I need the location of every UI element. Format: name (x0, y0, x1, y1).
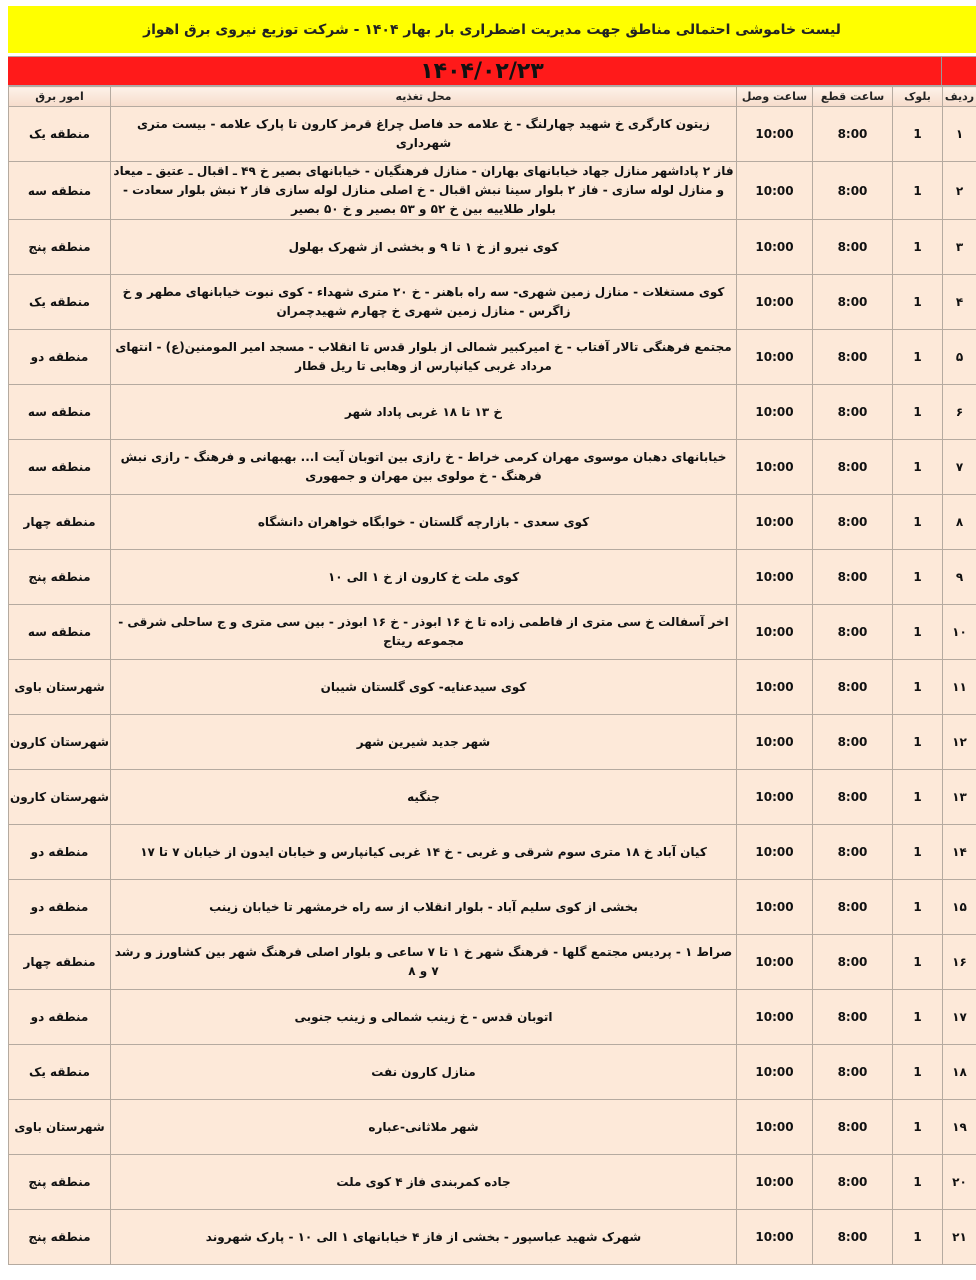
cell-connect-time: 10:00 (737, 162, 813, 220)
cell-location: اخر آسفالت خ سی متری از فاطمی زاده تا خ ۱۶ ابوذر - خ ۱۶ ابوذر - بین سی متری و ج ساحلی شرقی - مجموعه ریتاج (111, 605, 737, 660)
cell-block: 1 (893, 1100, 943, 1155)
col-header-connect: ساعت وصل (737, 87, 813, 107)
cell-block: 1 (893, 330, 943, 385)
cell-connect-time: 10:00 (737, 1045, 813, 1100)
cell-connect-time: 10:00 (737, 825, 813, 880)
cell-row-number: ۱۵ (943, 880, 976, 935)
cell-cut-time: 8:00 (813, 1155, 893, 1210)
cell-row-number: ۳ (943, 220, 976, 275)
schedule-date: ۱۴۰۴/۰۲/۲۳ (420, 58, 544, 84)
table-row (9, 550, 976, 605)
table-row (9, 825, 976, 880)
cell-office: منطقه یک (9, 1045, 111, 1100)
cell-block: 1 (893, 825, 943, 880)
table-row (9, 385, 976, 440)
outage-table (8, 86, 976, 1265)
table-row (9, 440, 976, 495)
cell-block: 1 (893, 880, 943, 935)
cell-block: 1 (893, 495, 943, 550)
cell-block: 1 (893, 107, 943, 162)
table-row (9, 770, 976, 825)
cell-row-number: ۱۲ (943, 715, 976, 770)
cell-block: 1 (893, 275, 943, 330)
cell-connect-time: 10:00 (737, 605, 813, 660)
cell-office: منطقه پنج (9, 1210, 111, 1265)
cell-location: زیتون کارگری خ شهید چهارلنگ - خ علامه حد فاصل چراغ قرمز کارون تا پارک علامه - بیست متری شهرداری (111, 107, 737, 162)
table-row (9, 330, 976, 385)
cell-connect-time: 10:00 (737, 990, 813, 1045)
table-row (9, 605, 976, 660)
cell-location: کوی ملت خ کارون از خ ۱ الی ۱۰ (111, 550, 737, 605)
cell-connect-time: 10:00 (737, 495, 813, 550)
cell-cut-time: 8:00 (813, 495, 893, 550)
cell-office: منطقه دو (9, 330, 111, 385)
cell-row-number: ۲۱ (943, 1210, 976, 1265)
cell-location: کوی مستغلات - منازل زمین شهری- سه راه باهنر - خ ۲۰ متری شهداء - کوی نبوت خیابانهای مطهر و خ زاگرس - منازل زمین شهری خ چهارم شهیدچمران (111, 275, 737, 330)
cell-office: منطقه سه (9, 162, 111, 220)
cell-connect-time: 10:00 (737, 880, 813, 935)
cell-block: 1 (893, 162, 943, 220)
cell-connect-time: 10:00 (737, 1210, 813, 1265)
cell-location: بخشی از کوی سلیم آباد - بلوار انقلاب از سه راه خرمشهر تا خیابان زینب (111, 880, 737, 935)
col-header-office: امور برق (9, 87, 111, 107)
col-header-cut: ساعت قطع (813, 87, 893, 107)
cell-location: شهر ملاثانی-عباره (111, 1100, 737, 1155)
cell-cut-time: 8:00 (813, 275, 893, 330)
cell-office: منطقه چهار (9, 935, 111, 990)
date-banner-corner (941, 57, 976, 85)
table-row (9, 1100, 976, 1155)
table-row (9, 275, 976, 330)
cell-row-number: ۴ (943, 275, 976, 330)
cell-row-number: ۱۶ (943, 935, 976, 990)
table-row (9, 935, 976, 990)
cell-location: شهرک شهید عباسپور - بخشی از فاز ۴ خیابانهای ۱ الی ۱۰ - پارک شهروند (111, 1210, 737, 1265)
cell-location: کوی سیدعنایه- کوی گلستان شیبان (111, 660, 737, 715)
cell-row-number: ۱۰ (943, 605, 976, 660)
cell-location: فاز ۲ پاداشهر منازل جهاد خیابانهای بهاران - منازل فرهنگیان - خیابانهای بصیر خ ۴۹ ـ اقبال ـ عتیق ـ میعاد و منازل لوله سازی - فاز ۲ بلوار سینا نبش اقبال - خ اصلی منازل لوله سازی فاز ۲ نبش بلوار سعادت - بلوار طلاییه بین خ ۵۲ و ۵۳ بصیر و خ ۵۰ بصیر (111, 162, 737, 220)
cell-cut-time: 8:00 (813, 825, 893, 880)
cell-row-number: ۵ (943, 330, 976, 385)
cell-cut-time: 8:00 (813, 107, 893, 162)
cell-office: منطقه سه (9, 440, 111, 495)
date-banner (8, 56, 976, 86)
cell-location: کوی نیرو از خ ۱ تا ۹ و بخشی از شهرک بهلول (111, 220, 737, 275)
cell-office: منطقه پنج (9, 1155, 111, 1210)
cell-location: خیابانهای دهبان موسوی مهران کرمی خراط - خ رازی بین اتوبان آیت ا... بهبهانی و فرهنگ - رازی نبش فرهنگ - خ مولوی بین مهران و جمهوری (111, 440, 737, 495)
cell-row-number: ۸ (943, 495, 976, 550)
table-row (9, 162, 976, 220)
cell-office: منطقه سه (9, 385, 111, 440)
cell-connect-time: 10:00 (737, 1100, 813, 1155)
table-row (9, 220, 976, 275)
table-row (9, 495, 976, 550)
cell-location: جاده کمربندی فاز ۴ کوی ملت (111, 1155, 737, 1210)
cell-connect-time: 10:00 (737, 385, 813, 440)
cell-cut-time: 8:00 (813, 990, 893, 1045)
cell-block: 1 (893, 715, 943, 770)
table-row (9, 990, 976, 1045)
cell-location: کوی سعدی - بازارچه گلستان - خوابگاه خواهران دانشگاه (111, 495, 737, 550)
cell-block: 1 (893, 550, 943, 605)
cell-office: منطقه دو (9, 880, 111, 935)
cell-location: جنگیه (111, 770, 737, 825)
cell-location: خ ۱۳ تا ۱۸ غربی پاداد شهر (111, 385, 737, 440)
cell-cut-time: 8:00 (813, 330, 893, 385)
cell-office: منطقه دو (9, 825, 111, 880)
table-row (9, 660, 976, 715)
cell-office: منطقه دو (9, 990, 111, 1045)
cell-block: 1 (893, 990, 943, 1045)
table-header-row (9, 87, 976, 107)
cell-office: شهرستان کارون (9, 770, 111, 825)
cell-cut-time: 8:00 (813, 1210, 893, 1265)
cell-block: 1 (893, 220, 943, 275)
cell-cut-time: 8:00 (813, 605, 893, 660)
cell-connect-time: 10:00 (737, 770, 813, 825)
cell-row-number: ۱۷ (943, 990, 976, 1045)
cell-block: 1 (893, 440, 943, 495)
cell-block: 1 (893, 1155, 943, 1210)
cell-office: شهرستان باوی (9, 660, 111, 715)
cell-connect-time: 10:00 (737, 220, 813, 275)
cell-block: 1 (893, 770, 943, 825)
cell-block: 1 (893, 1045, 943, 1100)
col-header-location: محل تغذیه (111, 87, 737, 107)
cell-row-number: ۹ (943, 550, 976, 605)
cell-location: صراط ۱ - پردیس مجتمع گلها - فرهنگ شهر خ ۱ تا ۷ ساعی و بلوار اصلی فرهنگ شهر بین کشاورز و رشد ۷ و ۸ (111, 935, 737, 990)
table-row (9, 107, 976, 162)
table-row (9, 1045, 976, 1100)
cell-connect-time: 10:00 (737, 550, 813, 605)
cell-row-number: ۱۹ (943, 1100, 976, 1155)
cell-cut-time: 8:00 (813, 770, 893, 825)
cell-location: مجتمع فرهنگی تالار آفتاب - خ امیرکبیر شمالی از بلوار قدس تا انقلاب - مسجد امیر المومنین(ع) - انتهای مرداد غربی کیانپارس از وهابی تا ریل قطار (111, 330, 737, 385)
cell-cut-time: 8:00 (813, 935, 893, 990)
cell-location: کیان آباد خ ۱۸ متری سوم شرقی و غربی - خ ۱۴ غربی کیانپارس و خیابان ایدون از خیابان ۷ تا ۱۷ (111, 825, 737, 880)
cell-cut-time: 8:00 (813, 715, 893, 770)
cell-cut-time: 8:00 (813, 220, 893, 275)
cell-cut-time: 8:00 (813, 660, 893, 715)
cell-row-number: ۷ (943, 440, 976, 495)
cell-connect-time: 10:00 (737, 715, 813, 770)
cell-block: 1 (893, 385, 943, 440)
cell-office: منطقه یک (9, 107, 111, 162)
cell-row-number: ۱۸ (943, 1045, 976, 1100)
table-row (9, 1155, 976, 1210)
cell-office: منطقه سه (9, 605, 111, 660)
col-header-row: ردیف (943, 87, 976, 107)
table-row (9, 715, 976, 770)
cell-cut-time: 8:00 (813, 1045, 893, 1100)
cell-connect-time: 10:00 (737, 107, 813, 162)
cell-block: 1 (893, 605, 943, 660)
cell-row-number: ۱ (943, 107, 976, 162)
col-header-block: بلوک (893, 87, 943, 107)
cell-location: شهر جدید شیرین شهر (111, 715, 737, 770)
cell-location: اتوبان قدس - خ زینب شمالی و زینب جنوبی (111, 990, 737, 1045)
cell-row-number: ۱۳ (943, 770, 976, 825)
cell-block: 1 (893, 1210, 943, 1265)
cell-office: شهرستان کارون (9, 715, 111, 770)
cell-office: منطقه پنج (9, 550, 111, 605)
cell-row-number: ۱۱ (943, 660, 976, 715)
cell-office: شهرستان باوی (9, 1100, 111, 1155)
cell-block: 1 (893, 660, 943, 715)
cell-connect-time: 10:00 (737, 275, 813, 330)
cell-cut-time: 8:00 (813, 550, 893, 605)
cell-connect-time: 10:00 (737, 935, 813, 990)
cell-cut-time: 8:00 (813, 1100, 893, 1155)
page-title: لیست خاموشی احتمالی مناطق جهت مدیریت اضطراری بار بهار ۱۴۰۴ - شرکت توزیع نیروی برق اهواز (8, 6, 976, 53)
cell-row-number: ۲۰ (943, 1155, 976, 1210)
cell-office: منطقه پنج (9, 220, 111, 275)
cell-row-number: ۲ (943, 162, 976, 220)
table-row (9, 880, 976, 935)
cell-connect-time: 10:00 (737, 1155, 813, 1210)
table-row (9, 1210, 976, 1265)
cell-block: 1 (893, 935, 943, 990)
cell-cut-time: 8:00 (813, 440, 893, 495)
cell-cut-time: 8:00 (813, 880, 893, 935)
cell-connect-time: 10:00 (737, 660, 813, 715)
cell-cut-time: 8:00 (813, 385, 893, 440)
cell-location: منازل کارون نفت (111, 1045, 737, 1100)
cell-cut-time: 8:00 (813, 162, 893, 220)
cell-row-number: ۶ (943, 385, 976, 440)
cell-connect-time: 10:00 (737, 330, 813, 385)
cell-office: منطقه یک (9, 275, 111, 330)
cell-office: منطقه چهار (9, 495, 111, 550)
cell-connect-time: 10:00 (737, 440, 813, 495)
cell-row-number: ۱۴ (943, 825, 976, 880)
